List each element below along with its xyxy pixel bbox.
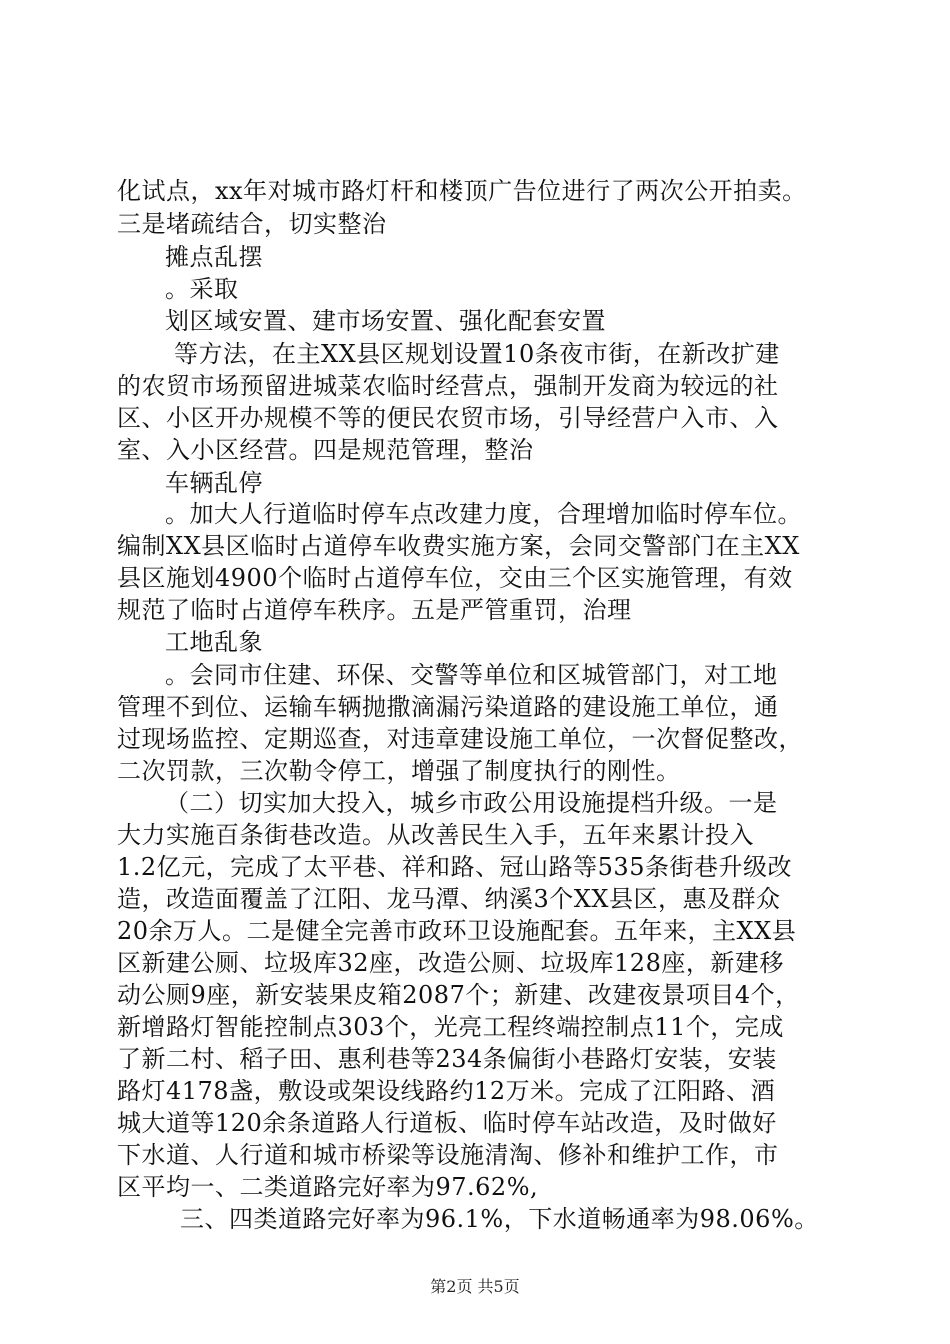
text-line: 的农贸市场预留进城菜农临时经营点，强制开发商为较远的社	[117, 372, 779, 400]
text-line: 三是堵疏结合，切实整治	[117, 210, 387, 238]
text-line: 大力实施百条街巷改造。从改善民生入手，五年来累计投入	[117, 821, 754, 849]
text-line: 室、入小区经营。四是规范管理，整治	[117, 436, 534, 464]
text-line: 20余万人。二是健全完善市政环卫设施配套。五年来，主XX县	[117, 917, 797, 945]
text-line: 。会同市住建、环保、交警等单位和区城管部门，对工地	[165, 661, 778, 689]
text-line: 动公厕9座，新安装果皮箱2087个；新建、改建夜景项目4个，	[117, 981, 800, 1009]
text-line: 车辆乱停	[165, 469, 263, 497]
text-line: 下水道、人行道和城市桥梁等设施清淘、修补和维护工作，市	[117, 1141, 779, 1169]
text-line: 管理不到位、运输车辆抛撒滴漏污染道路的建设施工单位，通	[117, 693, 779, 721]
text-line: 摊点乱摆	[165, 243, 263, 271]
text-line: 编制XX县区临时占道停车收费实施方案，会同交警部门在主XX	[117, 532, 800, 560]
text-line: 划区域安置、建市场安置、强化配套安置	[165, 307, 606, 335]
text-line: 区新建公厕、垃圾库32座，改造公厕、垃圾库128座，新建移	[117, 949, 784, 977]
text-line: 。加大人行道临时停车点改建力度，合理增加临时停车位。	[165, 500, 802, 528]
text-line: 区平均一、二类道路完好率为97.62%,	[117, 1173, 539, 1201]
text-line: 二次罚款，三次勒令停工，增强了制度执行的刚性。	[117, 757, 681, 785]
text-line: 。采取	[165, 275, 239, 303]
text-line: 三、四类道路完好率为96.1%，下水道畅通率为98.06%。	[180, 1205, 819, 1233]
text-line: 路灯4178盏，敷设或架设线路约12万米。完成了江阳路、酒	[117, 1077, 776, 1105]
text-line: 区、小区开办规模不等的便民农贸市场，引导经营户入市、入	[117, 404, 779, 432]
text-line: 城大道等120余条道路人行道板、临时停车站改造，及时做好	[117, 1109, 777, 1137]
text-line: （二）切实加大投入，城乡市政公用设施提档升级。一是	[165, 789, 778, 817]
text-line: 规范了临时占道停车秩序。五是严管重罚，治理	[117, 596, 632, 624]
text-line: 了新二村、稻子田、惠利巷等234条偏街小巷路灯安装，安装	[117, 1045, 777, 1073]
text-line: 新增路灯智能控制点303个，光亮工程终端控制点11个，完成	[117, 1013, 784, 1041]
page-number-footer: 第2页 共5页	[430, 1277, 520, 1296]
text-line: 等方法，在主XX县区规划设置10条夜市街，在新改扩建	[174, 340, 780, 368]
text-line: 县区施划4900个临时占道停车位，交由三个区实施管理，有效	[117, 564, 793, 592]
text-line: 过现场监控、定期巡查，对违章建设施工单位，一次督促整改，	[117, 725, 803, 753]
text-line: 造，改造面覆盖了江阳、龙马潭、纳溪3个XX县区，惠及群众	[117, 885, 781, 913]
text-line: 1.2亿元，完成了太平巷、祥和路、冠山路等535条街巷升级改	[117, 853, 792, 881]
text-line: 化试点，xx年对城市路灯杆和楼顶广告位进行了两次公开拍卖。	[117, 177, 807, 205]
text-line: 工地乱象	[165, 628, 263, 656]
